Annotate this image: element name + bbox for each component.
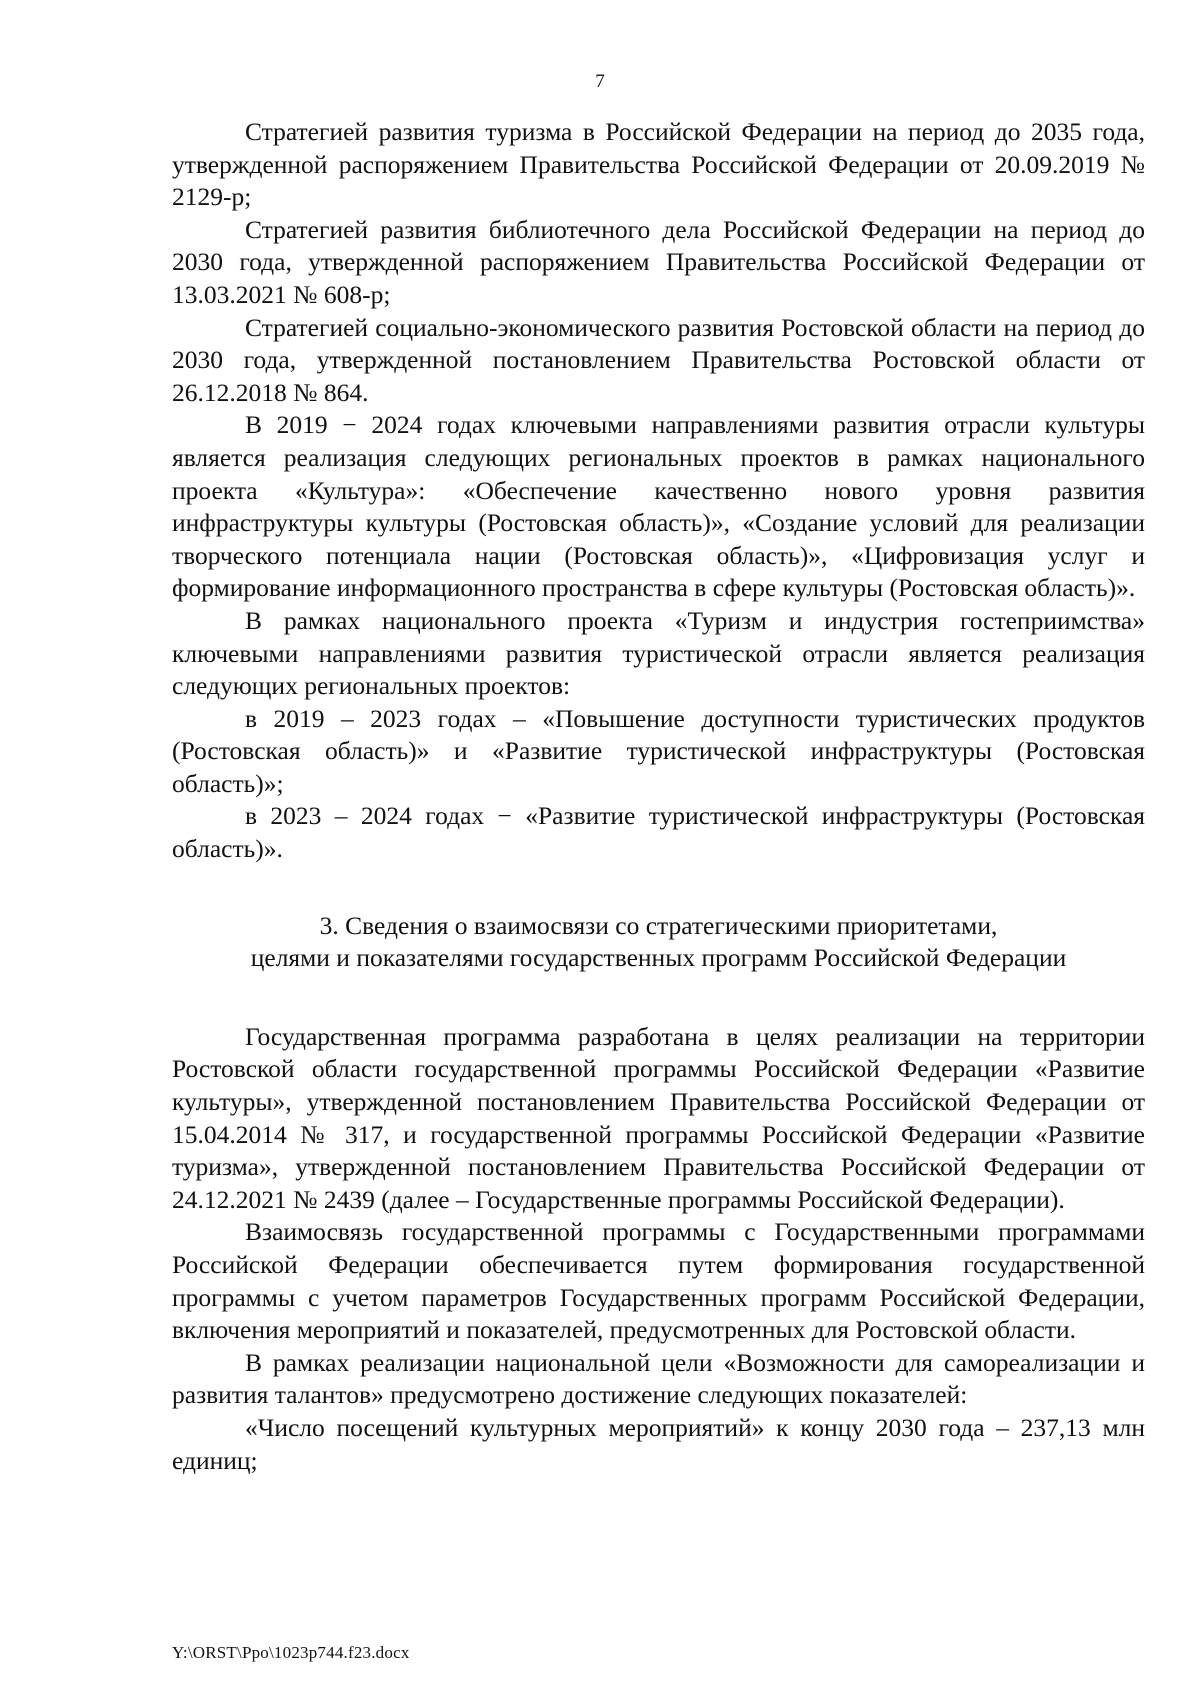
paragraph-strategy-rostov: Стратегией социально-экономического развития Ростовской области на период до 2030 года, утвержденной постановлением Правительства Ростовской области от 26.12.2018 № 864. bbox=[172, 312, 1145, 407]
paragraph-program-relation: Взаимосвязь государственной программы с Государственными программами Российской Федерации обеспечивается путем формирования государственной программы с учетом параметров Государственных программ Российской Федерации, включения мероприятий и показателей, предусмотренных для Ростовской области. bbox=[172, 1217, 1145, 1345]
section-heading bbox=[172, 910, 1145, 975]
paragraph-tourism-project: В рамках национального проекта «Туризм и индустрия гостеприимства» ключевыми направлениями развития туристической отрасли является реализация следующих региональных проектов: bbox=[172, 605, 1145, 701]
paragraph-program-purpose: Государственная программа разработана в целях реализации на территории Ростовской области государственной программы Российской Федерации «Развитие культуры», утвержденной постановлением Правительства Российской Федерации от 15.04.2014 № 317, и государственной программы Российской Федерации «Развитие туризма», утвержденной постановлением Правительства Российской Федерации от 24.12.2021 № 2439 (далее – Государственные программы Российской Федерации). bbox=[172, 1021, 1145, 1214]
document-body bbox=[172, 116, 1145, 1477]
paragraph-national-goal: В рамках реализации национальной цели «Возможности для самореализации и развития талантов» предусмотрено достижение следующих показателей: bbox=[172, 1347, 1145, 1410]
paragraph-strategy-tourism: Стратегией развития туризма в Российской Федерации на период до 2035 года, утвержденной распоряжением Правительства Российской Федерации от 20.09.2019 № 2129-р; bbox=[172, 117, 1145, 212]
footer-file-path: Y:\ORST\Ppo\1023p744.f23.docx bbox=[172, 1643, 410, 1662]
paragraph-strategy-library: Стратегией развития библиотечного дела Российской Федерации на период до 2030 года, утвержденной распоряжением Правительства Российской Федерации от 13.03.2021 № 608-р; bbox=[172, 214, 1145, 309]
section-heading-line-2: целями и показателями государственных программ Российской Федерации bbox=[250, 943, 1067, 973]
paragraph-culture-projects: В 2019 − 2024 годах ключевыми направлениями развития отрасли культуры является реализация следующих региональных проектов в рамках национального проекта «Культура»: «Обеспечение качественно нового уровня развития инфраструктуры культуры (Ростовская область)», «Создание условий для реализации творческого потенциала нации (Ростовская область)», «Цифровизация услуг и формирование информационного пространства в сфере культуры (Ростовская область)». bbox=[172, 410, 1145, 603]
paragraph-indicator-visits: «Число посещений культурных мероприятий» к концу 2030 года – 237,13 млн единиц; bbox=[172, 1412, 1145, 1475]
paragraph-tourism-2023-2024: в 2023 – 2024 годах − «Развитие туристической инфраструктуры (Ростовская область)». bbox=[172, 801, 1145, 864]
page-number: 7 bbox=[595, 71, 605, 92]
paragraph-tourism-2019-2023: в 2019 – 2023 годах – «Повышение доступности туристических продуктов (Ростовская область)» и «Развитие туристической инфраструктуры (Ростовская область)»; bbox=[172, 703, 1145, 798]
section-heading-line-1: 3. Сведения о взаимосвязи со стратегическими приоритетами, bbox=[319, 910, 998, 940]
